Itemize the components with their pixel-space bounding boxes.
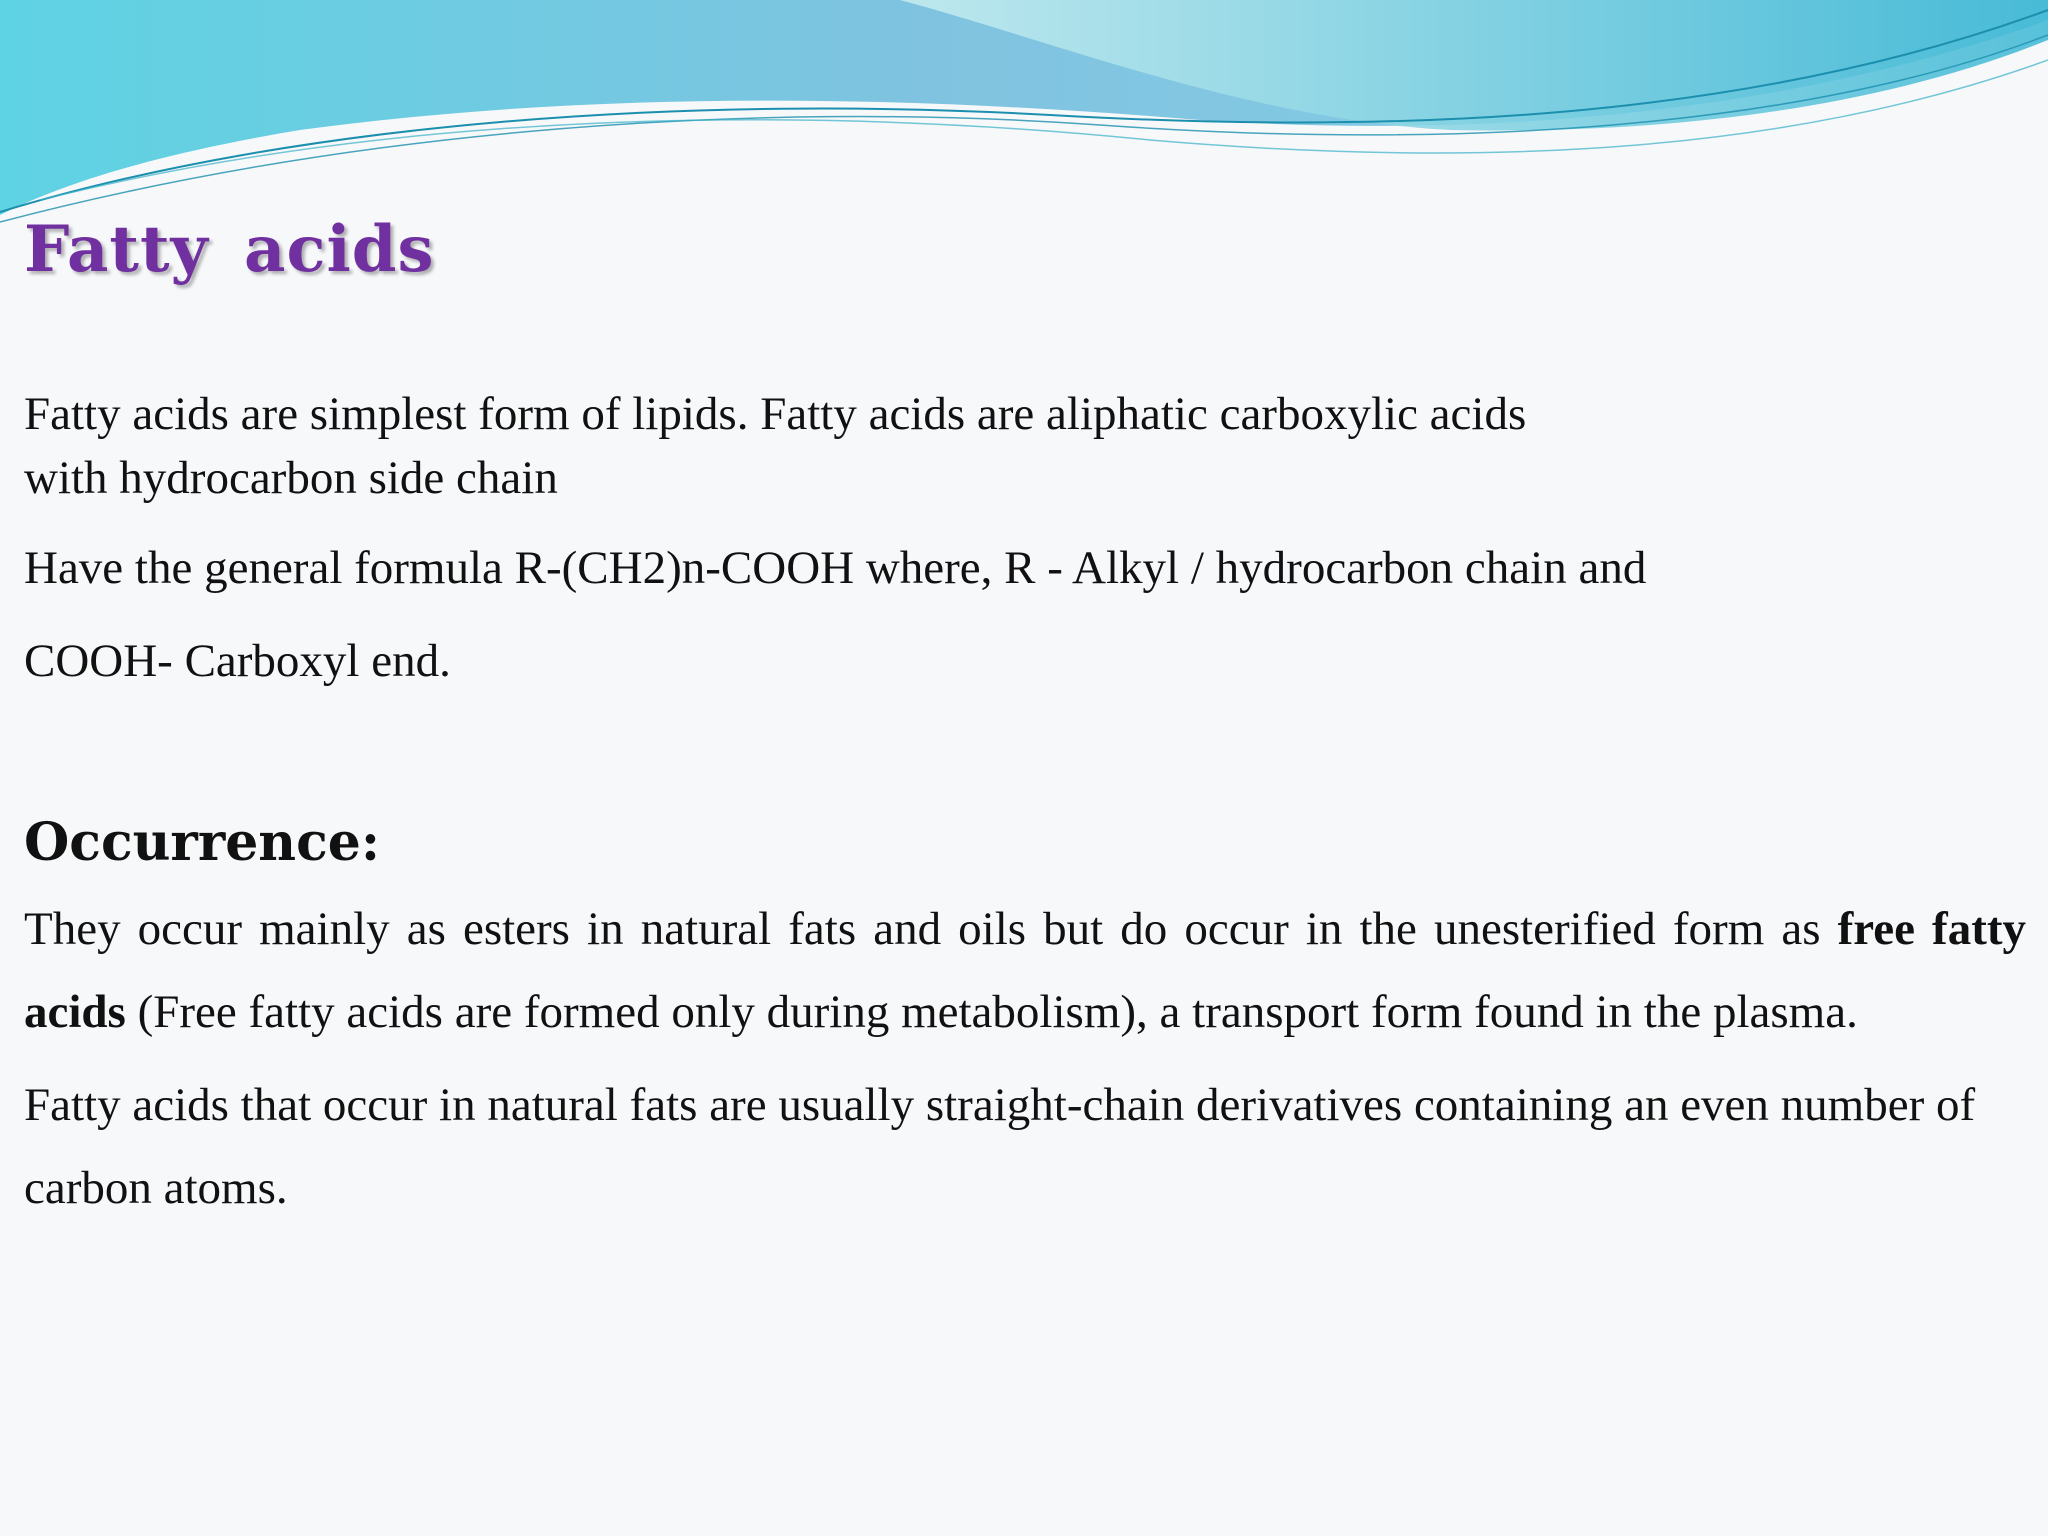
occurrence-text-after: (Free fatty acids are formed only during metabolism), a transport form found in the plasma.: [125, 986, 1858, 1038]
occurrence-paragraph: [24, 888, 2026, 1054]
slide-title: Fatty acids: [24, 212, 435, 287]
header-wave-decoration: [0, 0, 2048, 240]
formula-line-2: COOH- Carboxyl end.: [24, 635, 451, 687]
natural-fats-paragraph: Fatty acids that occur in natural fats are usually straight-chain derivatives containing an even number of carbon atoms.: [24, 1079, 1976, 1214]
free-fatty-acids-term: free fatty acids: [24, 903, 2026, 1038]
slide-body: [24, 382, 2026, 1230]
formula-line-1: Have the general formula R-(CH2)n-COOH where, R - Alkyl / hydrocarbon chain and: [24, 542, 1647, 594]
definition-line-2: with hydrocarbon side chain: [24, 452, 558, 504]
definition-line-1: Fatty acids are simplest form of lipids. Fatty acids are aliphatic carboxylic acids: [24, 388, 1527, 440]
occurrence-text-before: They occur mainly as esters in natural fats and oils but do occur in the unesterified form as: [24, 903, 1838, 955]
occurrence-heading: Occurrence:: [24, 812, 381, 873]
